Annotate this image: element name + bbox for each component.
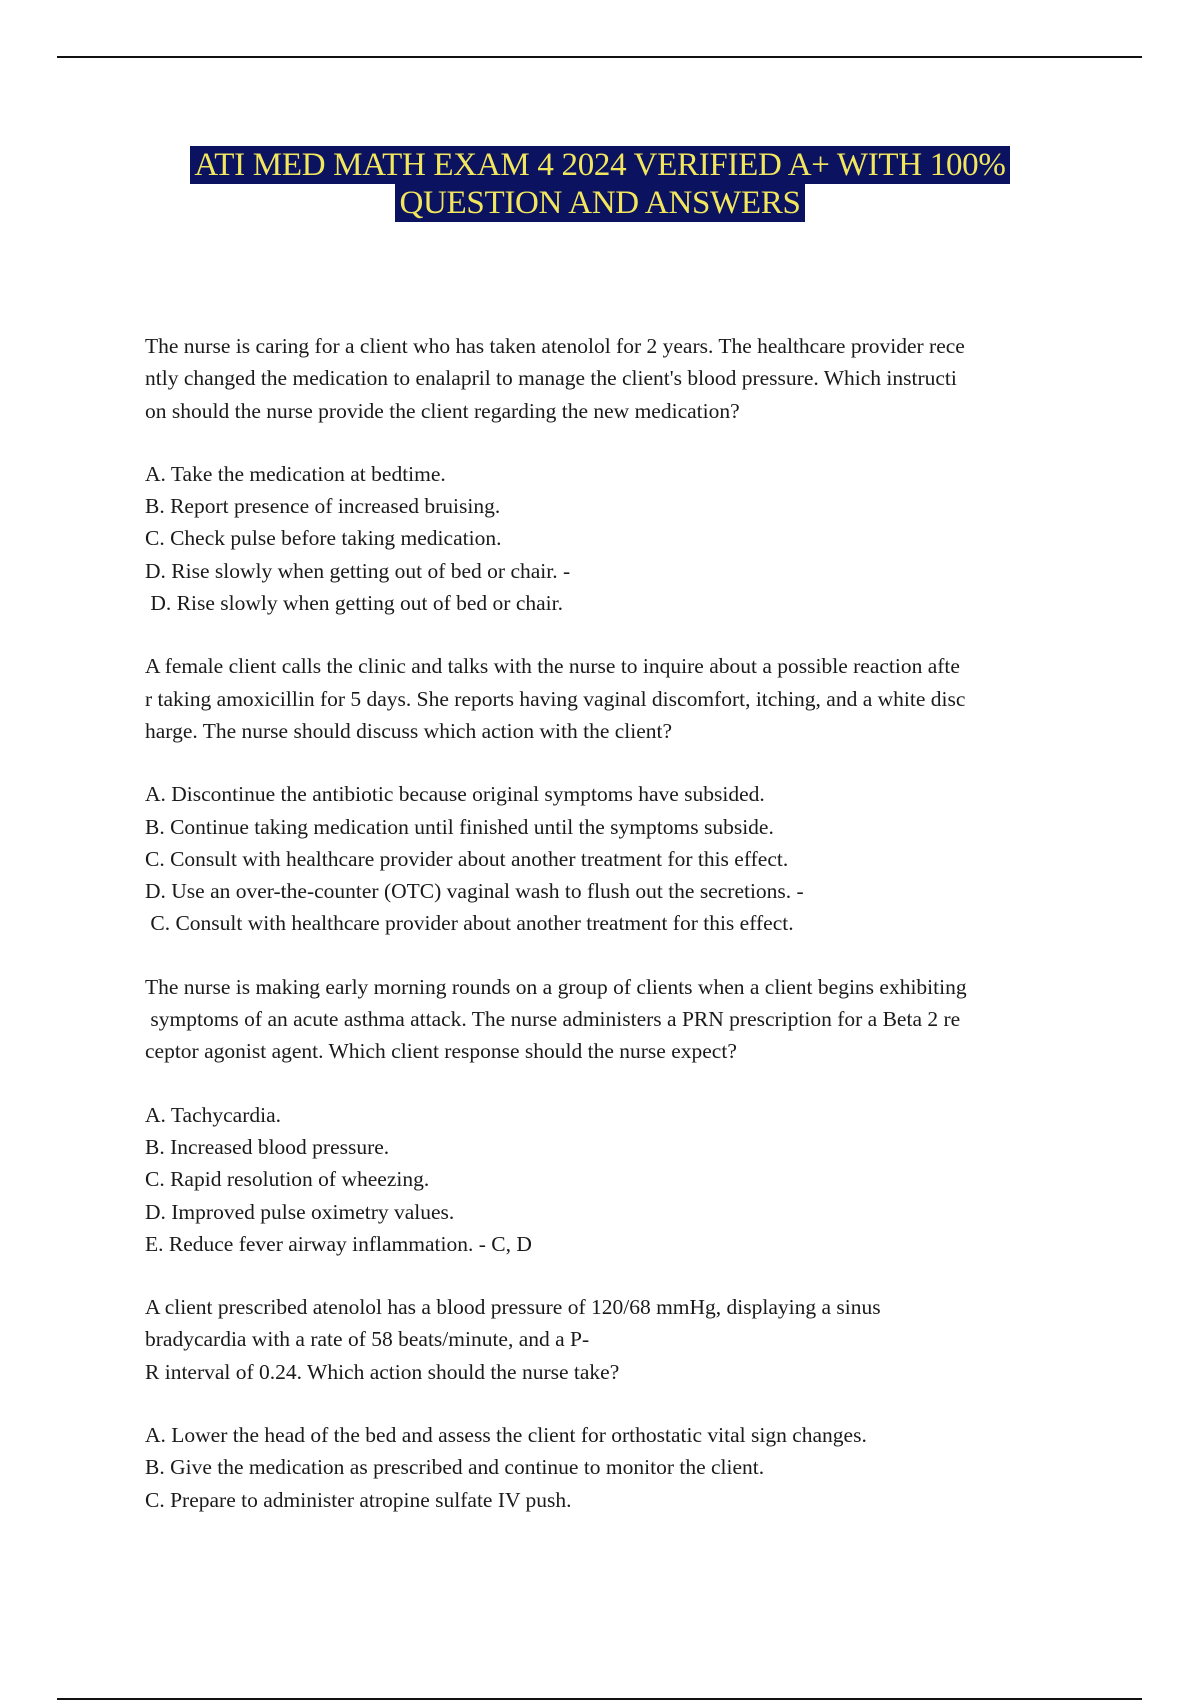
option-b: B. Continue taking medication until finished until the symptoms subside. (145, 814, 774, 839)
option-b: B. Increased blood pressure. (145, 1134, 390, 1159)
option-c: C. Consult with healthcare provider about another treatment for this effect. (145, 846, 789, 871)
option-c: C. Check pulse before taking medication. (145, 526, 502, 551)
answer-options (145, 1099, 1095, 1260)
option-a: A. Tachycardia. (145, 1102, 281, 1127)
option-c: C. Rapid resolution of wheezing. (145, 1167, 430, 1192)
option-d: D. Use an over-the-counter (OTC) vaginal wash to flush out the secretions. - (145, 879, 804, 904)
answer-options (145, 1419, 1095, 1516)
option-b: B. Give the medication as prescribed and continue to monitor the client. (145, 1455, 765, 1480)
option-a: A. Lower the head of the bed and assess the client for orthostatic vital sign changes. (145, 1423, 867, 1448)
answer-options (145, 778, 1095, 939)
stem-line: symptoms of an acute asthma attack. The nurse administers a PRN prescription for a Beta 2 re (145, 1007, 961, 1032)
stem-line: R interval of 0.24. Which action should the nurse take? (145, 1359, 620, 1384)
stem-line: The nurse is caring for a client who has taken atenolol for 2 years. The healthcare provider rece (145, 334, 965, 358)
stem-line: A client prescribed atenolol has a blood pressure of 120/68 mmHg, displaying a sinus (145, 1295, 881, 1320)
option-d: D. Rise slowly when getting out of bed or chair. - (145, 558, 571, 583)
option-d: D. Improved pulse oximetry values. (145, 1199, 455, 1224)
stem-line: r taking amoxicillin for 5 days. She reports having vaginal discomfort, itching, and a white disc (145, 686, 966, 711)
stem-line: The nurse is making early morning rounds on a group of clients when a client begins exhibiting (145, 974, 967, 999)
top-rule (57, 56, 1142, 58)
question-1 (145, 330, 1095, 619)
question-stem (145, 971, 1095, 1068)
stem-line: ntly changed the medication to enalapril to manage the client's blood pressure. Which instructi (145, 366, 957, 391)
document-title (0, 146, 1200, 222)
stem-line: harge. The nurse should discuss which action with the client? (145, 718, 673, 743)
title-line-2: QUESTION AND ANSWERS (395, 184, 804, 222)
title-line-1: ATI MED MATH EXAM 4 2024 VERIFIED A+ WITH 100% (190, 146, 1009, 184)
question-2 (145, 650, 1095, 939)
question-3 (145, 971, 1095, 1260)
option-c: C. Prepare to administer atropine sulfate IV push. (145, 1487, 572, 1512)
stem-line: A female client calls the clinic and talks with the nurse to inquire about a possible reaction afte (145, 654, 960, 679)
option-a: A. Discontinue the antibiotic because original symptoms have subsided. (145, 782, 765, 807)
option-e-with-answer: E. Reduce fever airway inflammation. - C, D (145, 1231, 532, 1256)
stem-line: bradycardia with a rate of 58 beats/minute, and a P- (145, 1327, 590, 1352)
option-a: A. Take the medication at bedtime. (145, 461, 446, 486)
correct-answer: C. Consult with healthcare provider about another treatment for this effect. (145, 911, 794, 936)
stem-line: ceptor agonist agent. Which client response should the nurse expect? (145, 1039, 737, 1064)
answer-options (145, 458, 1095, 619)
question-list (145, 330, 1095, 1516)
question-stem (145, 650, 1095, 747)
question-stem (145, 330, 1095, 427)
question-stem (145, 1291, 1095, 1388)
stem-line: on should the nurse provide the client regarding the new medication? (145, 398, 740, 423)
option-b: B. Report presence of increased bruising. (145, 494, 501, 519)
correct-answer: D. Rise slowly when getting out of bed or chair. (145, 591, 563, 616)
question-4 (145, 1291, 1095, 1516)
